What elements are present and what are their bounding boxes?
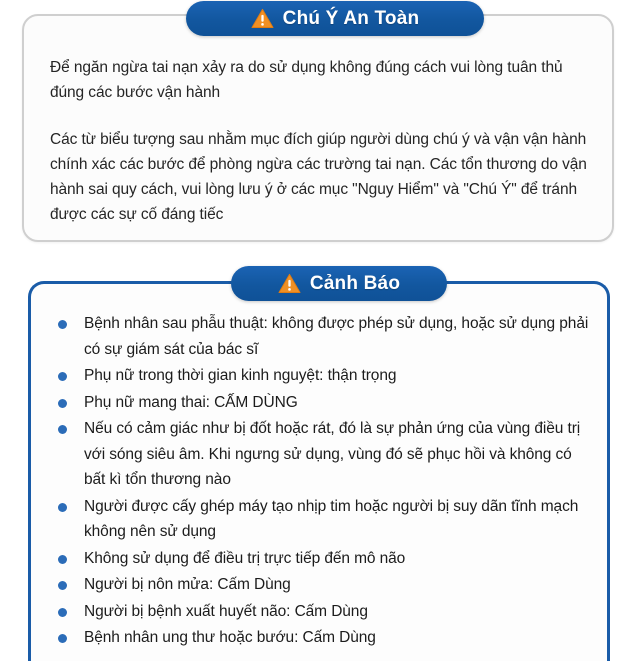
bullet-icon	[58, 555, 67, 564]
safety-notice-badge	[186, 1, 484, 36]
list-item-text: Không sử dụng để điều trị trực tiếp đến mô não	[84, 549, 406, 567]
warning-triangle-icon	[251, 8, 274, 29]
notice-paragraph-1: Để ngăn ngừa tai nạn xảy ra do sử dụng không đúng cách vui lòng tuân thủ đúng các bước vận hành	[50, 59, 563, 101]
list-item	[55, 311, 591, 362]
bullet-icon	[58, 608, 67, 617]
list-item	[55, 546, 591, 572]
list-item	[55, 599, 591, 625]
list-item-text: Bệnh nhân ung thư hoặc bướu: Cấm Dùng	[84, 629, 376, 646]
list-item	[55, 363, 591, 389]
safety-notice-card	[22, 14, 614, 242]
safety-notice-body	[50, 55, 590, 227]
safety-notice-badge-label: Chú Ý An Toàn	[282, 8, 420, 29]
list-item-text: Nếu có cảm giác như bị đốt hoặc rát, đó là sự phản ứng của vùng điều trị với sóng siêu âm. Khi ngưng sử dụng, vùng đó sẽ phục hồi và không có bất kì tổn thương nào	[84, 420, 581, 488]
list-item	[55, 625, 591, 651]
list-item	[55, 572, 591, 598]
bullet-icon	[58, 581, 67, 590]
list-item-text: Người được cấy ghép máy tạo nhịp tim hoặc người bị suy dãn tĩnh mạch không nên sử dụng	[84, 497, 579, 540]
list-item-text: Phụ nữ trong thời gian kinh nguyệt: thận trọng	[84, 367, 397, 384]
bullet-icon	[58, 503, 67, 512]
bullet-icon	[58, 425, 67, 434]
bullet-icon	[58, 372, 67, 381]
warning-badge	[231, 266, 447, 301]
list-item	[55, 494, 591, 545]
bullet-icon	[58, 320, 67, 329]
warning-list	[55, 311, 591, 652]
list-item-text: Phụ nữ mang thai: CẤM DÙNG	[84, 393, 298, 411]
list-item	[55, 390, 591, 416]
list-item-text: Người bị bệnh xuất huyết não: Cấm Dùng	[84, 602, 368, 620]
notice-paragraph-2: Các từ biểu tượng sau nhằm mục đích giúp người dùng chú ý và vận vận hành chính xác các bước để phòng ngừa các trường tai nạn. Các tổn thương do vận hành sai quy cách, vui lòng lưu ý ở các mục "Nguy Hiểm" và "Chú Ý" để tránh được các sự cố đáng tiếc	[50, 131, 587, 223]
list-item	[55, 416, 591, 493]
bullet-icon	[58, 399, 67, 408]
list-item-text: Người bị nôn mửa: Cấm Dùng	[84, 576, 291, 593]
list-item-text: Bệnh nhân sau phẫu thuật: không được phép sử dụng, hoặc sử dụng phải có sự giám sát của bác sĩ	[84, 315, 589, 358]
warning-badge-label: Cảnh Báo	[309, 273, 401, 294]
warning-card	[28, 281, 610, 661]
bullet-icon	[58, 634, 67, 643]
warning-triangle-icon	[278, 273, 301, 294]
